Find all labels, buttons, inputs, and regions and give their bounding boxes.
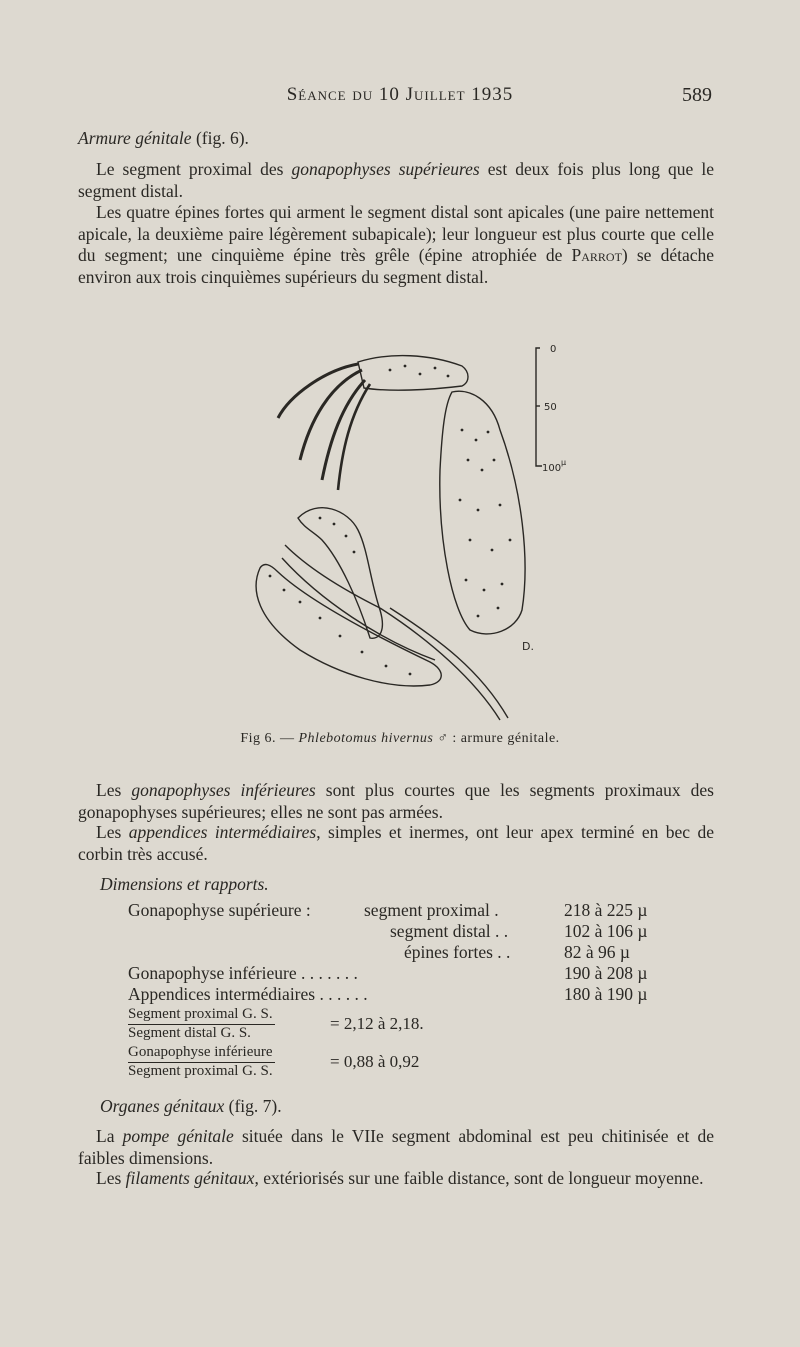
table-row [128, 963, 688, 984]
caption-species: Phlebotomus hivernus [298, 731, 434, 746]
scale-label-50: 50 [544, 402, 557, 413]
row-sublabel: segment proximal . [364, 900, 499, 920]
row-label: Appendices intermédiaires . . . . . . [128, 984, 368, 1004]
section-heading-organes [100, 1096, 736, 1118]
ratio-value: = 2,12 à 2,18. [330, 1014, 424, 1033]
text-run: Le segment proximal des [96, 159, 292, 179]
male-symbol: ♂ [437, 731, 449, 746]
ratio-value: = 0,88 à 0,92 [330, 1052, 420, 1071]
paragraph-6 [78, 1168, 714, 1190]
text-run: est deux fois plus long que le segment distal. [78, 159, 714, 201]
scale-label-0: 0 [550, 344, 557, 355]
scale-label-100: 100 [542, 463, 562, 474]
scale-unit: µ [561, 458, 567, 467]
ratio-numerator: Segment proximal G. S. [128, 1006, 275, 1025]
heading-text: Armure génitale [78, 128, 192, 148]
table-row [128, 921, 688, 942]
bristle-dots [269, 365, 512, 676]
caption-prefix: Fig 6. — [240, 731, 299, 746]
proximal-segment [440, 391, 525, 634]
page-number: 589 [682, 84, 712, 106]
author-name: Parrot [571, 245, 622, 265]
paragraph-1 [78, 159, 714, 202]
dimensions-table [128, 900, 688, 1005]
heading-text: Organes génitaux [100, 1096, 225, 1116]
row-sublabel: segment distal . . [390, 921, 509, 941]
scale-bar [536, 348, 542, 466]
table-row [128, 900, 688, 921]
row-label: Gonapophyse supérieure : [128, 900, 311, 920]
italic-term: filaments génitaux [125, 1168, 255, 1188]
paragraph-3 [78, 780, 714, 823]
distal-segment [358, 356, 468, 391]
running-header [80, 84, 720, 110]
heading-ref: (fig. 7). [228, 1096, 282, 1116]
text-run: ) se détache environ aux trois cinquièmes supérieurs du segment distal. [78, 245, 714, 287]
intermediate-appendix [298, 508, 382, 639]
ratio-denominator: Segment distal G. S. [128, 1025, 251, 1041]
ratio-denominator: Segment proximal G. S. [128, 1063, 273, 1079]
italic-term: gonapophyses supérieures [291, 159, 480, 179]
row-value: 180 à 190 µ [564, 984, 648, 1004]
row-value: 82 à 96 µ [564, 942, 630, 962]
figure-6-drawing [230, 340, 570, 730]
heading-ref: (fig. 6). [195, 128, 249, 148]
text-run: Les [96, 780, 132, 800]
ratio-numerator: Gonapophyse inférieure [128, 1044, 275, 1063]
figure-caption [0, 731, 800, 747]
figure-signature: D. [522, 640, 534, 653]
text-run: Les quatre épines fortes qui arment le segment distal sont apicales (une paire nettement apicale, la deuxième paire légèrement subapicale); leur longueur est plus courte que celle du segment; une cinquième épine très grêle (épine atrophiée de [78, 202, 714, 265]
ratio-2 [128, 1044, 420, 1080]
row-sublabel: épines fortes . . [404, 942, 511, 962]
text-run: située dans le VIIe segment abdominal est peu chitinisée et de faibles dimensions. [78, 1126, 715, 1168]
italic-term: pompe génitale [122, 1126, 234, 1146]
text-run: Les [96, 1168, 126, 1188]
paragraph-2 [78, 202, 714, 288]
text-run: , simples et inermes, ont leur apex terminé en bec de corbin très accusé. [78, 822, 714, 864]
paragraph-5 [78, 1126, 714, 1169]
text-run: Les [96, 822, 129, 842]
row-value: 102 à 106 µ [564, 921, 648, 941]
row-value: 190 à 208 µ [564, 963, 648, 983]
row-label: Gonapophyse inférieure . . . . . . . [128, 963, 358, 983]
table-row [128, 942, 688, 963]
paragraph-4 [78, 822, 714, 865]
section-heading-dimensions: Dimensions et rapports. [100, 874, 269, 894]
text-run: La [96, 1126, 123, 1146]
row-value: 218 à 225 µ [564, 900, 648, 920]
header-title: Séance du 10 Juillet 1935 [286, 84, 514, 105]
section-heading-armure [78, 128, 714, 150]
text-run: , extériorisés sur une faible distance, sont de longueur moyenne. [254, 1168, 704, 1188]
spine [322, 380, 365, 480]
italic-term: gonapophyses inférieures [131, 780, 316, 800]
table-row [128, 984, 688, 1005]
italic-term: appendices intermédiaires [128, 822, 317, 842]
spine [338, 384, 370, 490]
ratio-1 [128, 1006, 424, 1042]
caption-suffix: : armure génitale. [448, 731, 560, 746]
text-run: sont plus courtes que les segments proximaux des gonapophyses supérieures; elles ne sont pas armées. [78, 780, 714, 822]
